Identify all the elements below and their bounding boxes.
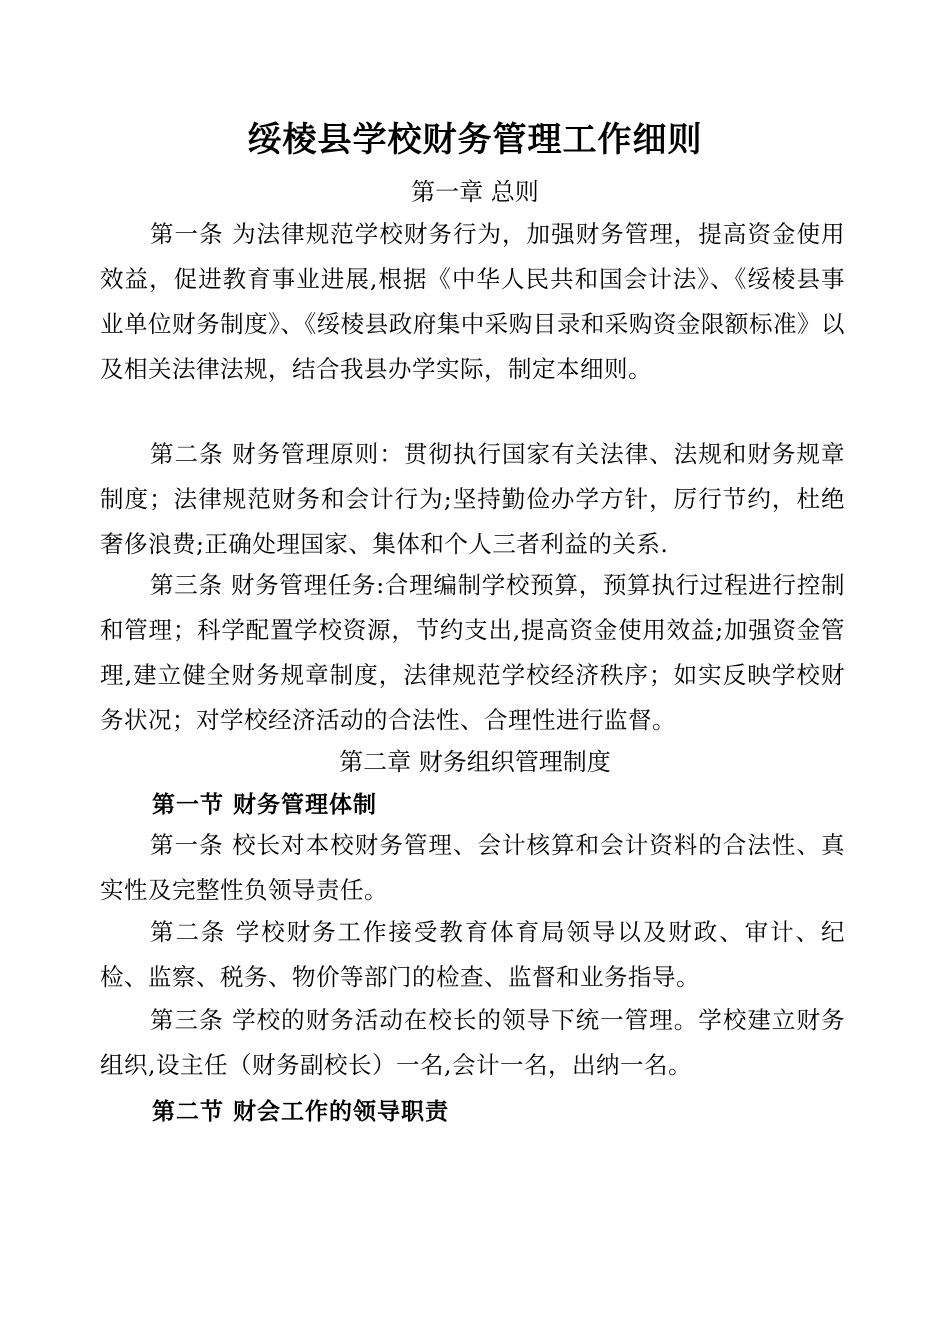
chapter-1-article-1: 第一条 为法律规范学校财务行为，加强财务管理，提高资金使用效益，促进教育事业进展,根据《中华人民共和国会计法》、《绥棱县事业单位财务制度》、《绥棱县政府集中采购目录和采购资金限额标准》以及相关法律法规，结合我县办学实际，制定本细则。 xyxy=(100,220,845,383)
section-2-heading: 第二节 财会工作的领导职责 xyxy=(152,1099,450,1125)
section-1-heading: 第一节 财务管理体制 xyxy=(152,792,378,818)
section-1-article-2: 第二条 学校财务工作接受教育体育局领导以及财政、审计、纪检、监察、税务、物价等部门的检查、监督和业务指导。 xyxy=(100,918,845,991)
chapter-1-heading: 第一章 总则 xyxy=(411,178,539,206)
chapter-1-article-2: 第二条 财务管理原则：贯彻执行国家有关法律、法规和财务规章制度；法律规范财务和会计行为;坚持勤俭办学方针，厉行节约，杜绝奢侈浪费;正确处理国家、集体和个人三者利益的关系. xyxy=(100,440,845,558)
chapter-1-article-3: 第三条 财务管理任务:合理编制学校预算，预算执行过程进行控制和管理；科学配置学校资源，节约支出,提高资金使用效益;加强资金管理,建立健全财务规章制度，法律规范学校经济秩序；如实反映学校财务状况；对学校经济活动的合法性、合理性进行监督。 xyxy=(100,571,845,734)
document-title: 绥棱县学校财务管理工作细则 xyxy=(247,120,703,160)
section-1-article-1: 第一条 校长对本校财务管理、会计核算和会计资料的合法性、真实性及完整性负领导责任。 xyxy=(100,831,845,904)
section-1-article-3: 第三条 学校的财务活动在校长的领导下统一管理。学校建立财务组织,设主任（财务副校长）一名,会计一名，出纳一名。 xyxy=(100,1006,845,1079)
chapter-2-heading: 第二章 财务组织管理制度 xyxy=(339,748,611,776)
